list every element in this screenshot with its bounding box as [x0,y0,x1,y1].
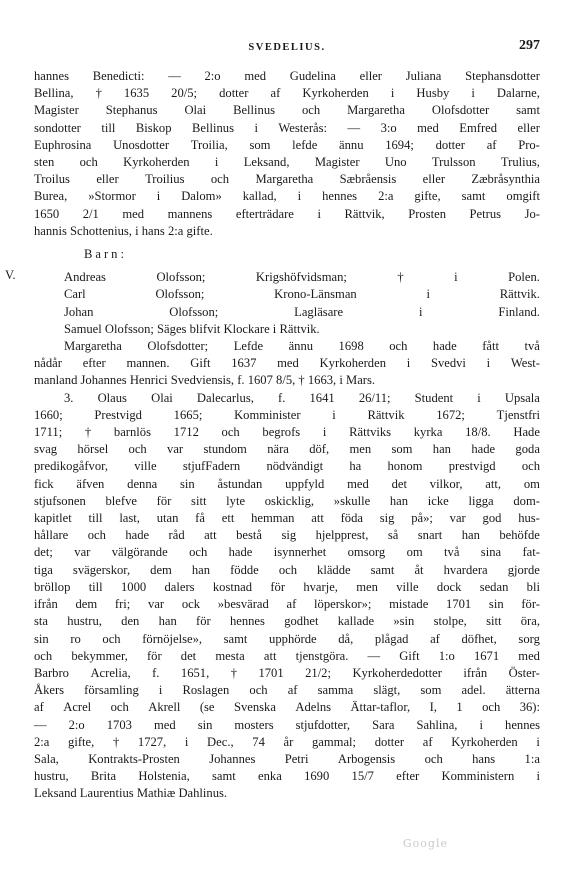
text-line: det; var välgörande och hade isynnerhet omsorg om två sina fat- [34,545,540,560]
text-line: kapitlet till last, utan få ett hemman att föda sig på»; var god hus- [34,511,540,526]
text-line: Samuel Olofsson; Säges blifvit Klockare i Rättvik. [64,321,320,336]
text-line: Leksand Laurentius Mathiæ Dahlinus. [34,786,228,801]
text-line: manland Johannes Henrici Svedviensis, f. 1607 8/5, † 1663, i Mars. [34,373,376,388]
text-line: Johan Olofsson; Lagläsare i Finland. [64,304,540,319]
text-line: sten och Kyrkoherden i Leksand, Magister Uno Trulsson Trulius, [34,155,540,170]
text-line: 1711; † barnlös 1712 och begrofs i Rättviks kyrka 18/8. Hade [34,425,540,440]
text-line: ifrån dem fri; var ock »besvärad af löperskor»; mistade 1701 sin för- [34,597,540,612]
watermark: Google [402,837,448,850]
text-line: predikogåfvor, ville stjufFadern nödvändigt ha honom prestvigd och [34,459,540,474]
text-line: 2:a gifte, † 1727, i Dec., 74 år gammal; dotter af Kyrkoherden i [34,734,540,749]
text-line: Troilus eller Troilius och Margaretha Sæbråensis eller Zæbråsynthia [34,172,540,187]
text-line: Barbro Acrelia, f. 1651, † 1701 21/2; Kyrkoherdedotter ifrån Öster- [34,665,540,680]
text-line: Andreas Olofsson; Krigshöfvidsman; † i Polen. [64,270,540,285]
text-line: Margaretha Olofsdotter; Lefde ännu 1698 och hade fått två [64,339,540,354]
text-line: Euphrosina Unosdotter Troilia, som lefde ännu 1694; dotter af Pro- [34,137,540,152]
text-line: Barn: [84,247,127,262]
text-line: Carl Olofsson; Krono-Länsman i Rättvik. [64,287,540,302]
text-line: Bellina, † 1635 20/5; dotter af Kyrkoherden i Husby i Dalarne, [34,86,540,101]
text-line: — 2:o 1703 med sin mosters stjufdotter, Sara Sahlina, i hennes [34,717,540,732]
margin-mark: V. [5,268,16,282]
body-text [34,68,540,803]
text-line: Sala, Kontrakts-Prosten Johannes Petri Arbogensis och hans 1:a [34,751,540,766]
page-header [34,38,540,56]
text-line: 3. Olaus Olai Dalecarlus, f. 1641 26/11; Student i Upsala [64,390,540,405]
text-line: och bekymmer, för det mesta att tjenstgöra. — Gift 1:o 1671 med [34,648,540,663]
page-number: 297 [519,38,540,53]
text-line: hustru, Brita Holstenia, samt enka 1690 15/7 efter Komministern i [34,769,540,784]
text-line: sondotter till Biskop Bellinus i Westerås: — 3:o med Emfred eller [34,120,540,135]
text-line: stjufsonen blefve för sitt lyte oskicklig, »skulle han icke ligga dom- [34,493,540,508]
text-line: sin ro och förnöjelse», samt upphörde då, plågad af döfhet, sorg [34,631,540,646]
text-line: sta hustru, den han för hennes godhet kallade »sin stolpe, sitt öra, [34,614,540,629]
text-line: af Acrel och Akrell (se Svenska Adelns Ättar-taflor, I, 1 och 36): [34,700,540,715]
text-line: fick äfven denna sin åstundan uppfyld med det vilkor, att, om [34,476,540,491]
text-line: hållare och hade råd att bestå sig hjelpprest, så snart han behöfde [34,528,540,543]
text-line: nådår efter mannen. Gift 1637 med Kyrkoherden i Svedvi i West- [34,356,540,371]
text-line: bröllop till 1000 dalers kostnad för hvarje, men ville dock sedan bli [34,579,540,594]
running-head: SVEDELIUS. [248,42,326,53]
text-line: Magister Stephanus Olai Bellinus och Margaretha Olofsdotter samt [34,103,540,118]
text-line: hannes Benedicti: — 2:o med Gudelina eller Juliana Stephansdotter [34,69,540,83]
text-line: tiga svägerskor, dem han födde och klädde samt åt hvardera gjorde [34,562,540,577]
text-line: 1650 2/1 med mannens efterträdare i Rättvik, Prosten Petrus Jo- [34,206,540,221]
text-line: Åkers församling i Roslagen och af samma slägt, som adel. ätterna [34,683,540,698]
text-line: hannis Schottenius, i hans 2:a gifte. [34,223,213,238]
text-line: svag hörsel och var stundom nära döf, men som han hade goda [34,442,540,457]
text-line: Burea, »Stormor i Dalom» kallad, i hennes 2:a gifte, samt omgift [34,189,540,204]
text-line: 1660; Prestvigd 1665; Komminister i Rättvik 1672; Tjenstfri [34,407,540,422]
